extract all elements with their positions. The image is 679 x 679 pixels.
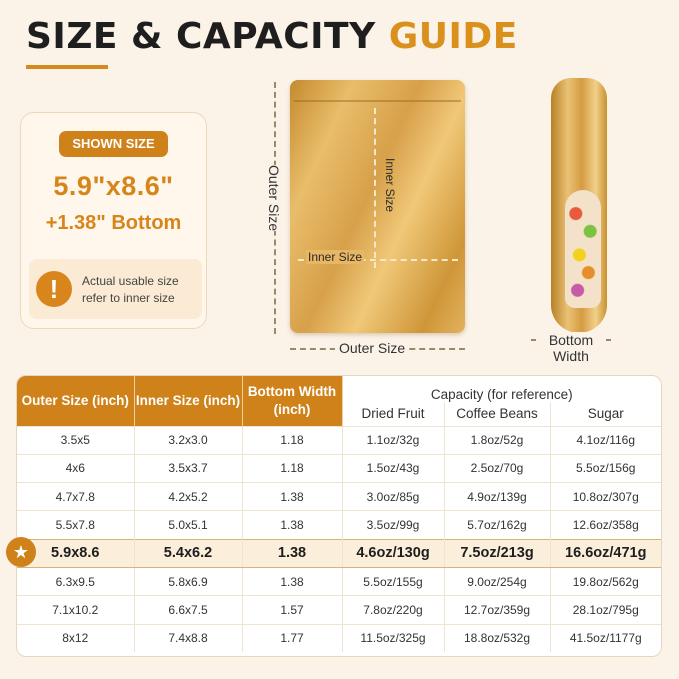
cell-outer: 4x6 (17, 454, 134, 482)
cell-outer: 6.3x9.5 (17, 567, 134, 595)
cell-bottom: 1.77 (242, 624, 342, 652)
cell-inner: 3.2x3.0 (134, 426, 242, 454)
note-text: Actual usable size refer to inner size (82, 274, 179, 305)
title-part2: GUIDE (388, 16, 518, 57)
cell-sugar: 19.8oz/562g (550, 567, 661, 595)
outer-size-horizontal-label: Outer Size (335, 340, 409, 356)
cell-dried-fruit: 7.8oz/220g (342, 596, 444, 624)
cell-bottom: 1.38 (242, 511, 342, 539)
header-inner-size: Inner Size (inch) (134, 376, 242, 426)
table-row (17, 624, 661, 652)
table-row (17, 567, 661, 595)
table-row (17, 511, 661, 539)
cell-inner: 7.4x8.8 (134, 624, 242, 652)
cell-coffee-beans: 4.9oz/139g (444, 483, 550, 511)
shown-size-badge: SHOWN SIZE (59, 131, 168, 157)
bag-side-image (551, 78, 607, 333)
capacity-table (16, 375, 662, 657)
cell-dried-fruit: 3.5oz/99g (342, 511, 444, 539)
cell-dried-fruit: 11.5oz/325g (342, 624, 444, 652)
header-capacity: Capacity (for reference) (430, 387, 573, 402)
table-row (17, 539, 661, 567)
cell-inner: 4.2x5.2 (134, 483, 242, 511)
cell-sugar: 10.8oz/307g (550, 483, 661, 511)
cell-bottom: 1.57 (242, 596, 342, 624)
cell-outer: 4.7x7.8 (17, 483, 134, 511)
table-row (17, 454, 661, 482)
cell-coffee-beans: 2.5oz/70g (444, 454, 550, 482)
header-bottom-width: Bottom Width (inch) (242, 376, 342, 426)
exclamation-icon: ! (36, 271, 72, 307)
page-title (26, 14, 518, 60)
cell-outer: 7.1x10.2 (17, 596, 134, 624)
cell-dried-fruit: 3.0oz/85g (342, 483, 444, 511)
cell-bottom: 1.38 (242, 567, 342, 595)
outer-size-vertical-label: Outer Size (266, 165, 282, 232)
cell-dried-fruit: 1.5oz/43g (342, 454, 444, 482)
cell-bottom: 1.38 (242, 539, 342, 567)
shown-size-card (20, 112, 207, 329)
cell-dried-fruit: 5.5oz/155g (342, 567, 444, 595)
cell-inner: 5.0x5.1 (134, 511, 242, 539)
bag-front-image (290, 80, 465, 333)
cell-outer: 5.9x8.6 (17, 539, 134, 567)
cell-sugar: 28.1oz/795g (550, 596, 661, 624)
note-box (29, 259, 202, 319)
cell-sugar: 16.6oz/471g (550, 539, 661, 567)
cell-sugar: 12.6oz/358g (550, 511, 661, 539)
inner-size-vertical-label: Inner Size (383, 158, 397, 213)
cell-inner: 5.8x6.9 (134, 567, 242, 595)
table-row (17, 483, 661, 511)
header-dried-fruit: Dried Fruit (342, 402, 444, 426)
cell-inner: 6.6x7.5 (134, 596, 242, 624)
inner-size-horizontal-label: Inner Size (308, 250, 363, 264)
shown-size-value: 5.9"x8.6" (53, 171, 174, 201)
cell-bottom: 1.38 (242, 483, 342, 511)
shown-size-bottom: +1.38" Bottom (45, 212, 182, 234)
cell-outer: 3.5x5 (17, 426, 134, 454)
cell-outer: 5.5x7.8 (17, 511, 134, 539)
cell-dried-fruit: 4.6oz/130g (342, 539, 444, 567)
bag-window (565, 190, 601, 308)
inner-size-vertical-arrow (374, 108, 376, 268)
cell-coffee-beans: 18.8oz/532g (444, 624, 550, 652)
cell-coffee-beans: 1.8oz/52g (444, 426, 550, 454)
cell-sugar: 41.5oz/1177g (550, 624, 661, 652)
table-row (17, 596, 661, 624)
star-icon: ★ (6, 537, 36, 567)
header-outer-size: Outer Size (inch) (17, 376, 134, 426)
cell-sugar: 5.5oz/156g (550, 454, 661, 482)
bag-zipper (294, 100, 461, 102)
cell-inner: 3.5x3.7 (134, 454, 242, 482)
cell-coffee-beans: 12.7oz/359g (444, 596, 550, 624)
header-sugar: Sugar (587, 406, 624, 422)
title-part1: SIZE & CAPACITY (26, 16, 376, 57)
cell-dried-fruit: 1.1oz/32g (342, 426, 444, 454)
header-coffee-beans: Coffee Beans (444, 402, 550, 426)
cell-bottom: 1.18 (242, 426, 342, 454)
table-row (17, 426, 661, 454)
cell-coffee-beans: 7.5oz/213g (444, 539, 550, 567)
cell-outer: 8x12 (17, 624, 134, 652)
cell-sugar: 4.1oz/116g (550, 426, 661, 454)
cell-inner: 5.4x6.2 (134, 539, 242, 567)
title-underline (26, 65, 108, 69)
bottom-width-label: Bottom Width (536, 332, 606, 364)
cell-coffee-beans: 9.0oz/254g (444, 567, 550, 595)
cell-bottom: 1.18 (242, 454, 342, 482)
cell-coffee-beans: 5.7oz/162g (444, 511, 550, 539)
